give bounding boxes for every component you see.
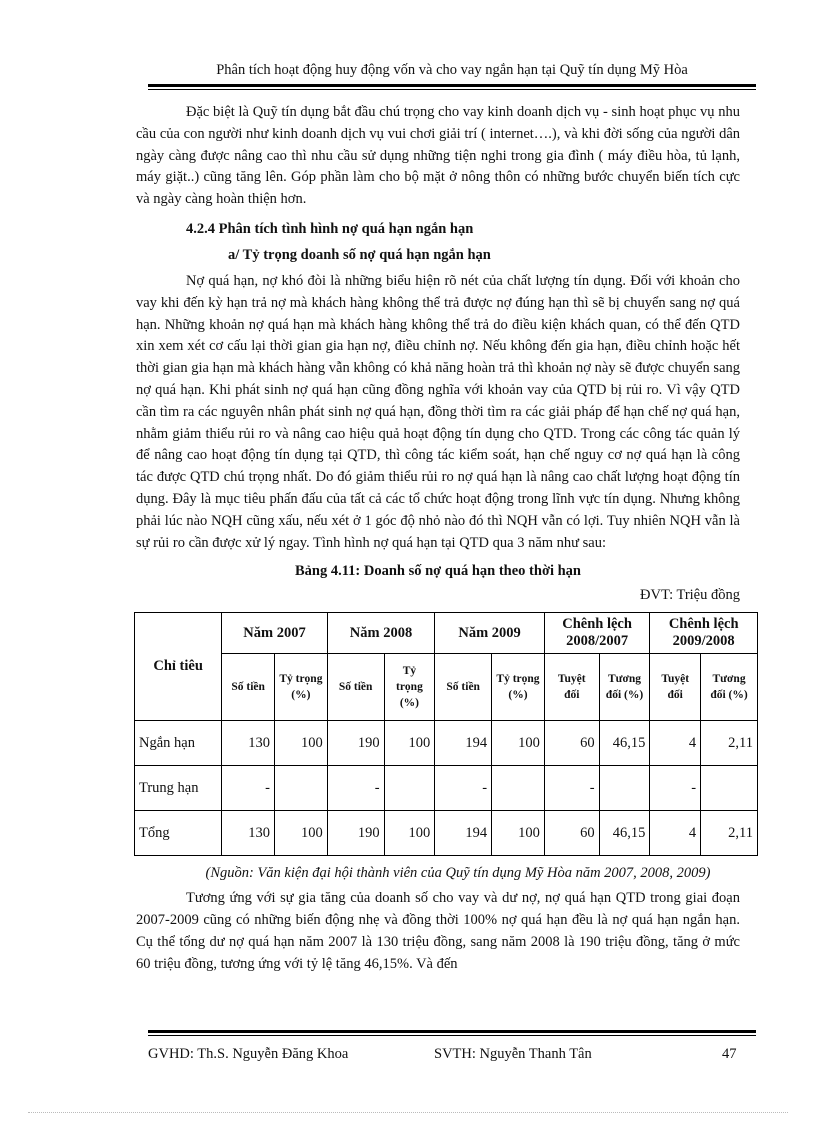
footer-advisor: GVHD: Th.S. Nguyễn Đăng Khoa bbox=[148, 1046, 349, 1062]
cell: 46,15 bbox=[599, 811, 650, 856]
cell bbox=[384, 766, 435, 811]
page-content bbox=[136, 102, 753, 976]
row-label: Ngắn hạn bbox=[135, 721, 222, 766]
cell: 4 bbox=[650, 721, 701, 766]
cell: - bbox=[222, 766, 275, 811]
paragraph-analysis: Tương ứng với sự gia tăng của doanh số cho vay và dư nợ, nợ quá hạn QTD trong giai đoạn 2007-2009 cũng có những biến động nhẹ và đồng thời 100% nợ quá hạn đều là nợ quá hạn ngắn hạn. Cụ thể tổng dư nợ quá hạn năm 2007 là 130 triệu đồng, sang năm 2008 là 190 triệu đồng, tăng ở mức 60 triệu đồng, tương ứng với tỷ lệ tăng 46,15%. Và đến bbox=[136, 890, 740, 972]
overdue-debt-table bbox=[134, 612, 758, 856]
page-header-title: Phân tích hoạt động huy động vốn và cho vay ngắn hạn tại Quỹ tín dụng Mỹ Hòa bbox=[216, 62, 688, 78]
subheader-absolute: Tuyệt đối bbox=[650, 654, 701, 721]
cell: - bbox=[435, 766, 492, 811]
cell: 190 bbox=[327, 721, 384, 766]
cell bbox=[275, 766, 328, 811]
subheader-amount: Số tiền bbox=[327, 654, 384, 721]
cell: 100 bbox=[275, 721, 328, 766]
cell: 194 bbox=[435, 811, 492, 856]
subheader-absolute: Tuyệt đối bbox=[544, 654, 599, 721]
section-heading: 4.2.4 Phân tích tình hình nợ quá hạn ngắn hạn bbox=[186, 220, 474, 237]
page-number: 47 bbox=[722, 1046, 737, 1062]
cell: 60 bbox=[544, 811, 599, 856]
cell: 60 bbox=[544, 721, 599, 766]
subheader-relative: Tương đối (%) bbox=[599, 654, 650, 721]
header-year-2009: Năm 2009 bbox=[435, 613, 545, 654]
header-year-2007: Năm 2007 bbox=[222, 613, 328, 654]
subsection-heading: a/ Tỷ trọng doanh số nợ quá hạn ngắn hạn bbox=[228, 246, 491, 263]
table-row-short-term bbox=[135, 721, 758, 766]
cell: 194 bbox=[435, 721, 492, 766]
row-label: Tổng bbox=[135, 811, 222, 856]
cell: 100 bbox=[384, 721, 435, 766]
cell: 100 bbox=[384, 811, 435, 856]
subheader-share: Tỷ trọng (%) bbox=[275, 654, 328, 721]
header-rule-thick bbox=[148, 84, 756, 87]
table-caption: Bảng 4.11: Doanh số nợ quá hạn theo thời hạn bbox=[294, 563, 581, 580]
paragraph-overdue-debt: Nợ quá hạn, nợ khó đòi là những biểu hiện rõ nét của chất lượng tín dụng. Đối với khoản cho vay khi đến kỳ hạn trả nợ mà khách hàng không thể trả được nợ đúng hạn thì sẽ bị chuyển sang nợ quá hạn. Những khoản nợ quá hạn mà khách hàng không thể trả do điều kiện khách quan, có thể đến QTD xin xem xét cơ cấu lại thời gian gia hạn nợ, điều chỉnh nợ. Nếu không đến gia hạn, điều chỉnh hoặc hết thời gian gia hạn mà khách hàng vẫn không có khả năng hoàn trả thì khoản nợ này sẽ được chuyển sang nợ quá hạn. Khi phát sinh nợ quá hạn cũng đồng nghĩa với khoản vay của QTD bị rủi ro. Vì vậy QTD cần tìm ra các nguyên nhân phát sinh nợ quá hạn, đồng thời tìm ra các giải pháp để hạn chế nợ quá hạn, nhằm giảm thiểu rủi ro và nâng cao hiệu quả hoạt động tín dụng cho QTD. Trong các công tác quản lý để nâng cao hoạt động tín dụng tại QTD, thì công tác kiểm soát, hạn chế nguy cơ nợ quá hạn là công tác được QTD chú trọng nhất. Do đó giảm thiểu rủi ro nợ quá hạn là nâng cao chất lượng hoạt động tín dụng. Đây là mục tiêu phấn đấu của tất cả các tổ chức hoạt động trong lĩnh vực tín dụng. Nhưng không phải lúc nào NQH cũng xấu, nếu xét ở 1 góc độ nhỏ nào đó thì NQH vẫn có lợi. Tuy nhiên NQH vẫn là sự rủi ro cần được xử lý ngay. Tình hình nợ quá hạn tại QTD qua 3 năm như sau: bbox=[136, 272, 740, 551]
header-year-2008: Năm 2008 bbox=[327, 613, 435, 654]
subheader-amount: Số tiền bbox=[222, 654, 275, 721]
cell bbox=[599, 766, 650, 811]
paragraph-intro: Đặc biệt là Quỹ tín dụng bắt đầu chú trọng cho vay kinh doanh dịch vụ - sinh hoạt phục vụ nhu cầu của con người như kinh doanh dịch vụ vui chơi giải trí ( internet….), và khi đời sống của người dân ngày càng được nâng cao thì nhu cầu sử dụng những tiện nghi trong gia đình ( máy điều hòa, tủ lạnh, máy giặt..) cũng tăng lên. Góp phần làm cho bộ mặt ở nông thôn có những bước chuyển biến tích cực và ngày càng hoàn thiện hơn. bbox=[136, 104, 740, 208]
table-unit: ĐVT: Triệu đồng bbox=[640, 587, 740, 604]
cell: 100 bbox=[492, 721, 545, 766]
header-diff-2009-2008: Chênh lệch 2009/2008 bbox=[650, 613, 758, 654]
subheader-share: Tỷ trọng (%) bbox=[384, 654, 435, 721]
cell bbox=[701, 766, 758, 811]
cell: - bbox=[327, 766, 384, 811]
header-rule-thin bbox=[148, 89, 756, 90]
table-source: (Nguồn: Văn kiện đại hội thành viên của Quỹ tín dụng Mỹ Hòa năm 2007, 2008, 2009) bbox=[205, 865, 711, 882]
cell: 190 bbox=[327, 811, 384, 856]
cell: 100 bbox=[275, 811, 328, 856]
page-bottom-dotted-line bbox=[28, 1112, 788, 1113]
header-criteria: Chỉ tiêu bbox=[135, 613, 222, 721]
cell: 46,15 bbox=[599, 721, 650, 766]
footer-rule-thin bbox=[148, 1035, 756, 1036]
cell: 130 bbox=[222, 721, 275, 766]
subheader-relative: Tương đối (%) bbox=[701, 654, 758, 721]
cell: - bbox=[544, 766, 599, 811]
cell: 130 bbox=[222, 811, 275, 856]
cell: 2,11 bbox=[701, 721, 758, 766]
cell bbox=[492, 766, 545, 811]
table-row-total bbox=[135, 811, 758, 856]
header-diff-2008-2007: Chênh lệch 2008/2007 bbox=[544, 613, 650, 654]
row-label: Trung hạn bbox=[135, 766, 222, 811]
table-row-medium-term bbox=[135, 766, 758, 811]
subheader-share: Tỷ trọng (%) bbox=[492, 654, 545, 721]
subheader-amount: Số tiền bbox=[435, 654, 492, 721]
cell: - bbox=[650, 766, 701, 811]
footer-student: SVTH: Nguyễn Thanh Tân bbox=[434, 1046, 592, 1062]
footer-rule-thick bbox=[148, 1030, 756, 1033]
cell: 2,11 bbox=[701, 811, 758, 856]
cell: 4 bbox=[650, 811, 701, 856]
cell: 100 bbox=[492, 811, 545, 856]
